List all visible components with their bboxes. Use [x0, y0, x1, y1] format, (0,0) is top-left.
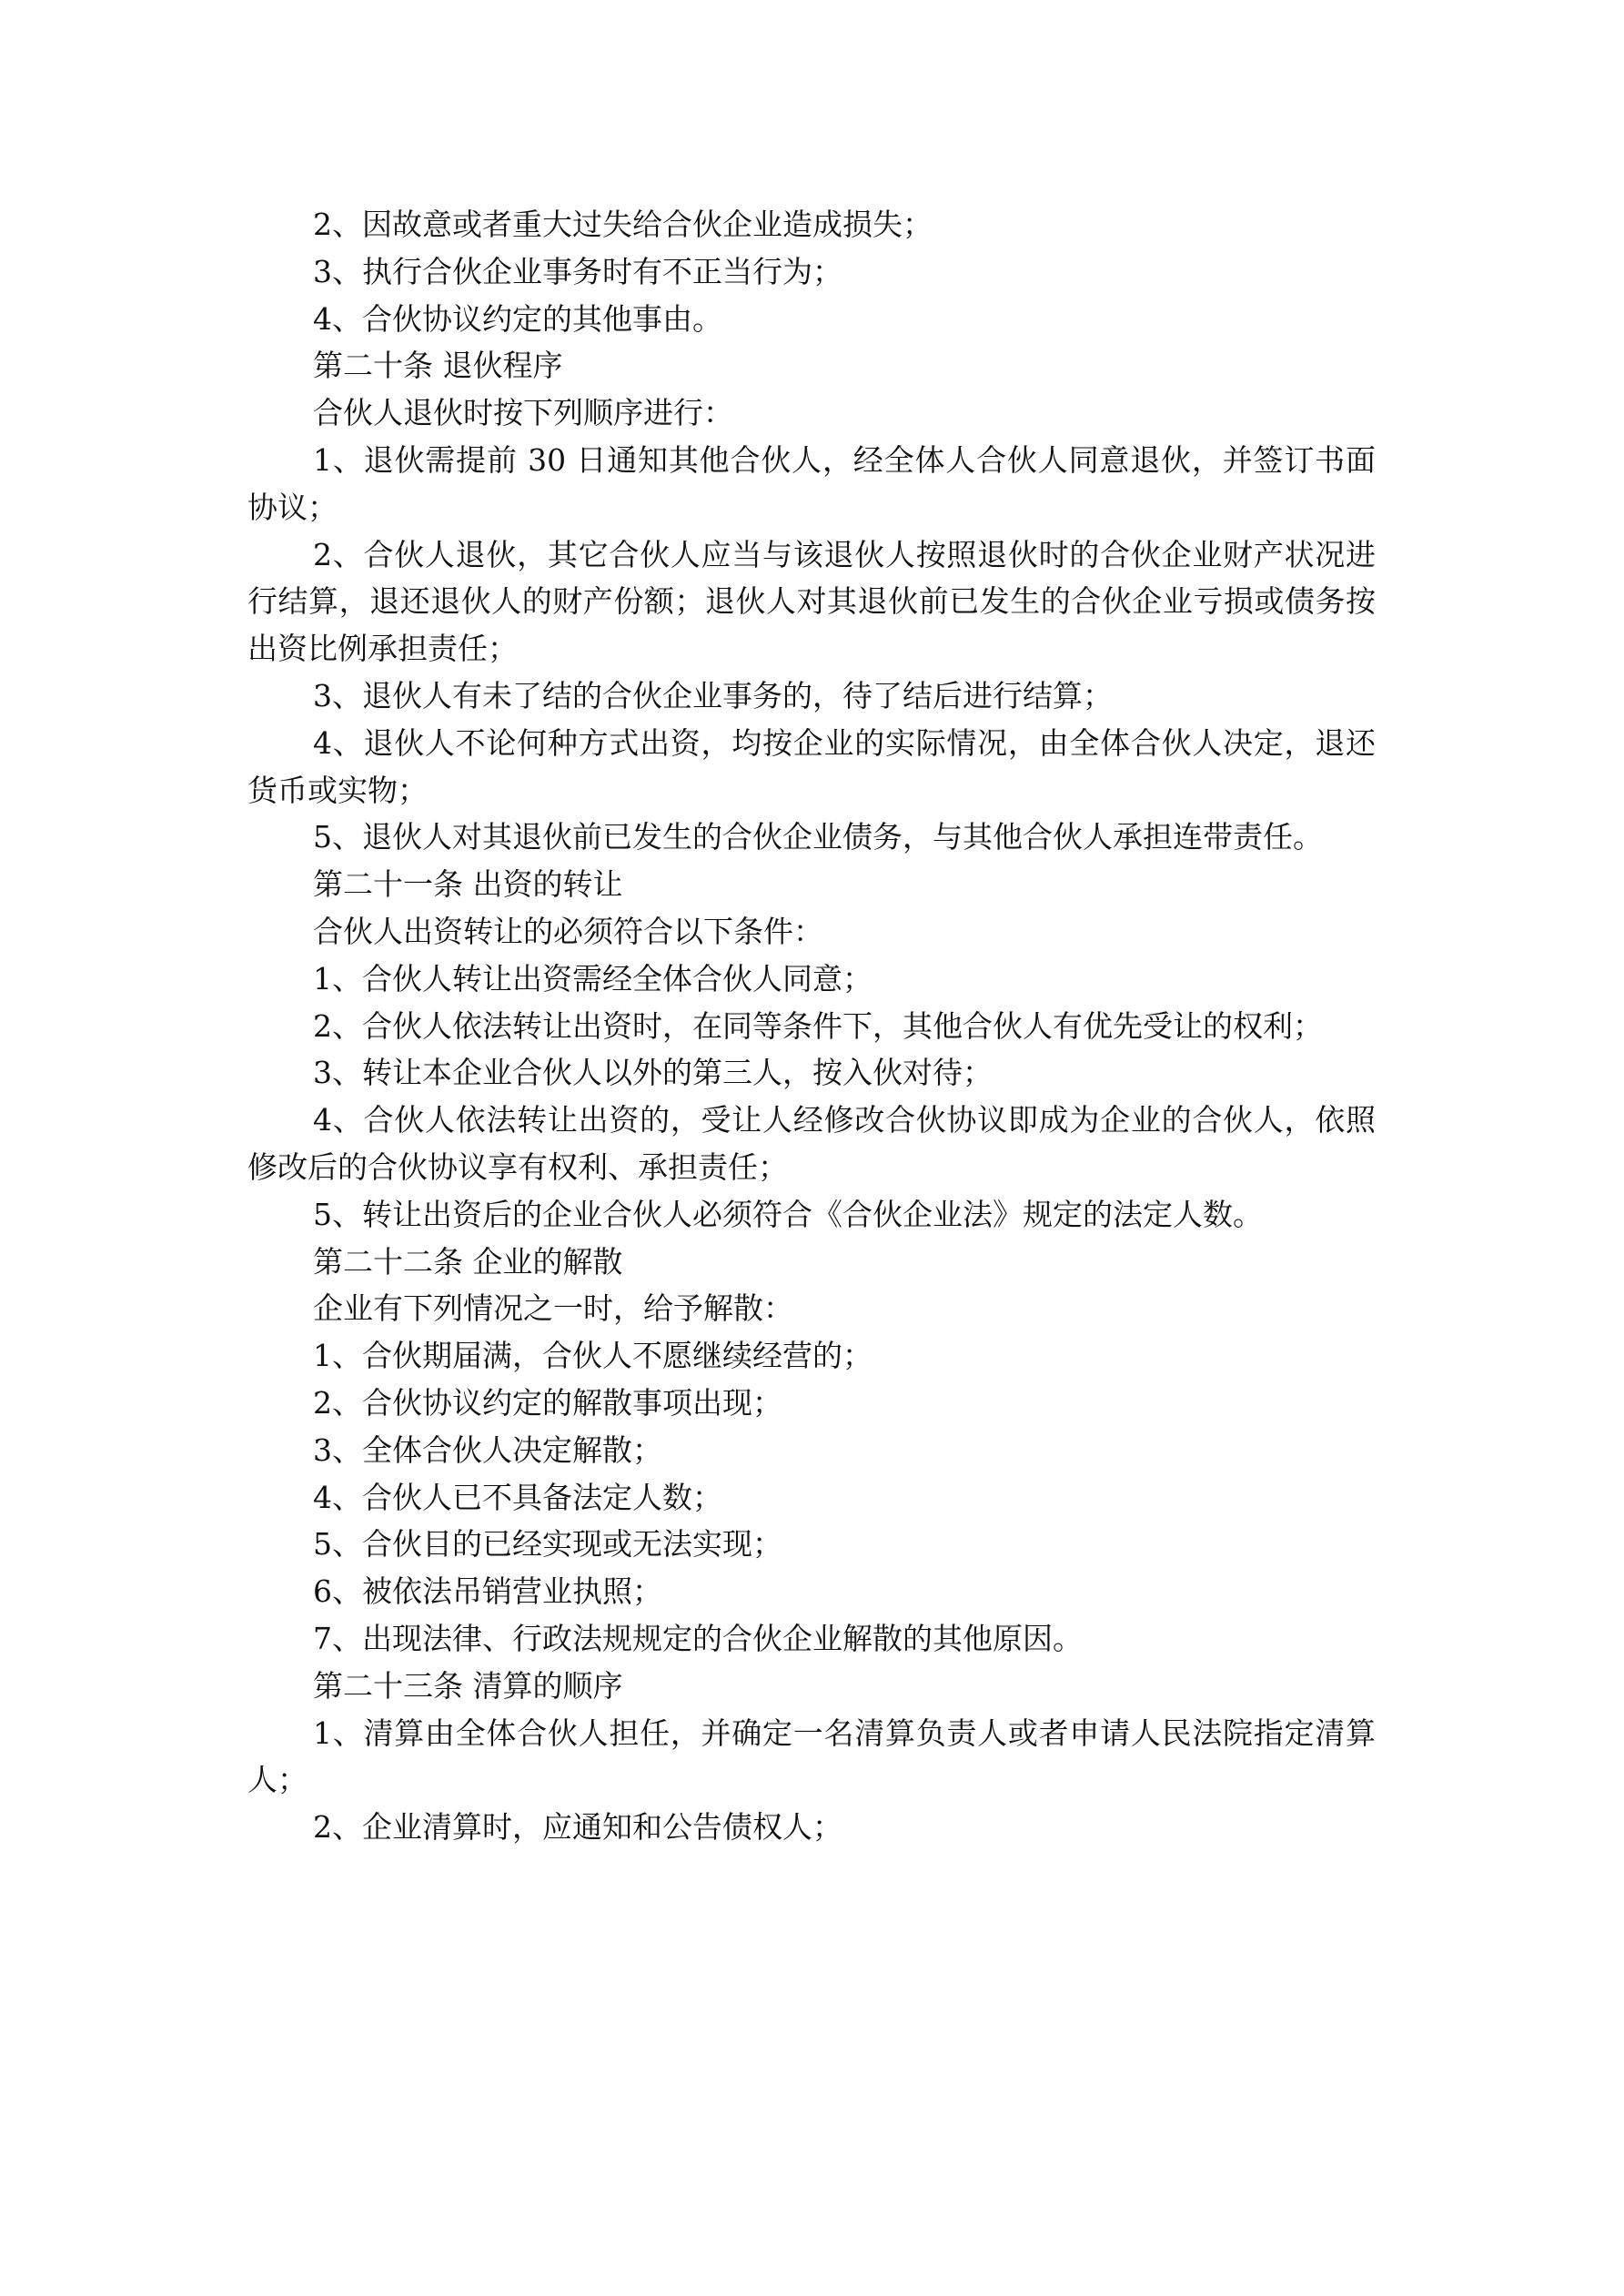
- clause-item: 3、转让本企业合伙人以外的第三人，按入伙对待；: [313, 1055, 993, 1091]
- clause-item: 2、合伙人依法转让出资时，在同等条件下，其他合伙人有优先受让的权利；: [313, 1007, 1323, 1044]
- article-intro: 合伙人退伙时按下列顺序进行：: [313, 395, 733, 431]
- article-heading: 第二十条 退伙程序: [313, 348, 563, 384]
- clause-item: 1、退伙需提前 30 日通知其他合伙人，经全体人合伙人同意退伙，并签订书面协议；: [247, 441, 1376, 525]
- article-intro: 企业有下列情况之一时，给予解散：: [313, 1290, 793, 1327]
- clause-item: 4、合伙人已不具备法定人数；: [313, 1479, 722, 1515]
- clause-item: 2、合伙人退伙，其它合伙人应当与该退伙人按照退伙时的合伙企业财产状况进行结算，退还退伙人的财产份额；退伙人对其退伙前已发生的合伙企业亏损或债务按出资比例承担责任；: [247, 536, 1376, 667]
- clause-item: 3、全体合伙人决定解散；: [313, 1431, 662, 1468]
- clause-item: 5、转让出资后的企业合伙人必须符合《合伙企业法》规定的法定人数。: [313, 1196, 1263, 1232]
- document-body: [247, 201, 1376, 1851]
- clause-item: 1、合伙期届满，合伙人不愿继续经营的；: [313, 1338, 873, 1374]
- clause-item: 3、执行合伙企业事务时有不正当行为；: [313, 253, 842, 289]
- clause-item: 2、企业清算时，应通知和公告债权人；: [313, 1809, 842, 1846]
- clause-item: 5、合伙目的已经实现或无法实现；: [313, 1526, 782, 1563]
- article-intro: 合伙人出资转让的必须符合以下条件：: [313, 913, 823, 949]
- clause-item: 4、退伙人不论何种方式出资，均按企业的实际情况，由全体合伙人决定，退还货币或实物；: [247, 724, 1376, 808]
- clause-item: 1、清算由全体合伙人担任，并确定一名清算负责人或者申请人民法院指定清算人；: [247, 1714, 1376, 1798]
- article-heading: 第二十一条 出资的转让: [313, 866, 623, 903]
- clause-item: 6、被依法吊销营业执照；: [313, 1573, 662, 1610]
- article-heading: 第二十三条 清算的顺序: [313, 1667, 623, 1704]
- clause-item: 2、因故意或者重大过失给合伙企业造成损失；: [313, 207, 933, 242]
- clause-item: 3、退伙人有未了结的合伙企业事务的，待了结后进行结算；: [313, 677, 1113, 713]
- article-heading: 第二十二条 企业的解散: [313, 1243, 623, 1279]
- clause-item: 7、出现法律、行政法规规定的合伙企业解散的其他原因。: [313, 1620, 1083, 1656]
- clause-item: 4、合伙人依法转让出资的，受让人经修改合伙协议即成为企业的合伙人，依照修改后的合伙协议享有权利、承担责任；: [247, 1102, 1376, 1185]
- clause-item: 5、退伙人对其退伙前已发生的合伙企业债务，与其他合伙人承担连带责任。: [313, 819, 1323, 855]
- clause-item: 4、合伙协议约定的其他事由。: [313, 300, 722, 337]
- clause-item: 2、合伙协议约定的解散事项出现；: [313, 1384, 782, 1421]
- clause-item: 1、合伙人转让出资需经全体合伙人同意；: [313, 960, 873, 996]
